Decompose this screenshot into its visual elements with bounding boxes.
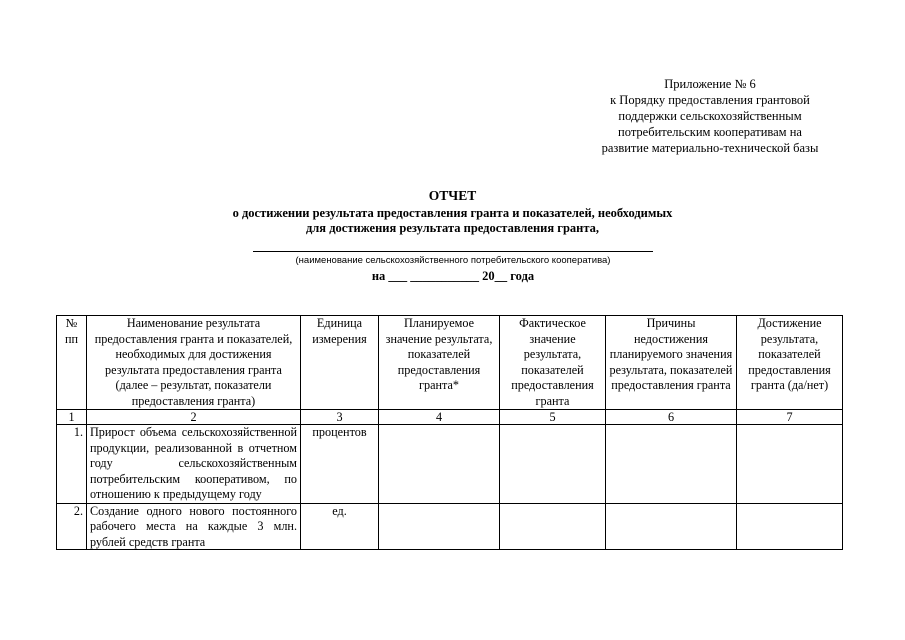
header-cell: Достижение результата, показателей предоставления гранта (да/нет) xyxy=(737,316,843,410)
report-table xyxy=(56,315,843,550)
actual-value-cell xyxy=(500,425,606,504)
table-row xyxy=(57,425,843,504)
appendix-number: Приложение № 6 xyxy=(664,77,756,91)
header-cell: Наименование результата предоставления гранта и показателей, необходимых для достижения результата предоставления гранта (далее – результат, показатели предоставления гранта) xyxy=(87,316,301,410)
column-number: 2 xyxy=(87,410,301,425)
planned-value-cell xyxy=(379,425,500,504)
indicator-name-cell xyxy=(87,503,301,549)
report-title-block xyxy=(150,188,755,237)
column-number: 6 xyxy=(606,410,737,425)
appendix-line: к Порядку предоставления грантовой xyxy=(610,93,810,107)
header-cell: Причины недостижения планируемого значения результата, показателей предоставления гранта xyxy=(606,316,737,410)
report-subtitle: для достижения результата предоставления гранта, xyxy=(305,221,600,235)
report-period: на ___ ___________ 20__ года xyxy=(371,269,535,283)
column-number: 5 xyxy=(500,410,606,425)
reasons-cell xyxy=(606,425,737,504)
reasons-cell xyxy=(606,503,737,549)
indicator-name: Прирост объема сельскохозяйственной продукции, реализованной в отчетном году сельскохозяйственным потребительским кооперативом, по отношению к предыдущему году xyxy=(87,425,301,504)
unit-of-measure: ед. xyxy=(301,503,379,549)
cooperative-name-caption: (наименование сельскохозяйственного потребительского кооператива) xyxy=(295,255,611,266)
appendix-line: поддержки сельскохозяйственным xyxy=(618,109,802,123)
column-number: 1 xyxy=(57,410,87,425)
report-title: ОТЧЕТ xyxy=(428,188,477,203)
column-number: 4 xyxy=(379,410,500,425)
achievement-cell xyxy=(737,503,843,549)
row-number: 2. xyxy=(57,503,87,549)
planned-value-cell xyxy=(379,503,500,549)
table-row xyxy=(57,503,843,549)
header-cell: Фактическое значение результата, показателей предоставления гранта xyxy=(500,316,606,410)
indicator-name: Создание одного нового постоянного рабочего места на каждые 3 млн. рублей средств гранта xyxy=(90,503,297,549)
table-header-row xyxy=(57,316,843,410)
actual-value-cell xyxy=(500,503,606,549)
header-cell: Планируемое значение результата, показателей предоставления гранта* xyxy=(379,316,500,410)
cooperative-name-line xyxy=(253,251,653,252)
unit-of-measure: процентов xyxy=(301,425,379,504)
report-subtitle: о достижении результата предоставления гранта и показателей, необходимых xyxy=(232,205,673,220)
appendix-line: развитие материально-технической базы xyxy=(601,141,819,155)
column-number-row xyxy=(57,410,843,425)
header-cell: Единица измерения xyxy=(301,316,379,410)
achievement-cell xyxy=(737,425,843,504)
header-cell: № пп xyxy=(57,316,87,410)
column-number: 3 xyxy=(301,410,379,425)
appendix-line: потребительским кооперативам на xyxy=(618,125,802,139)
appendix-block xyxy=(560,76,860,156)
column-number: 7 xyxy=(737,410,843,425)
row-number: 1. xyxy=(57,425,87,504)
